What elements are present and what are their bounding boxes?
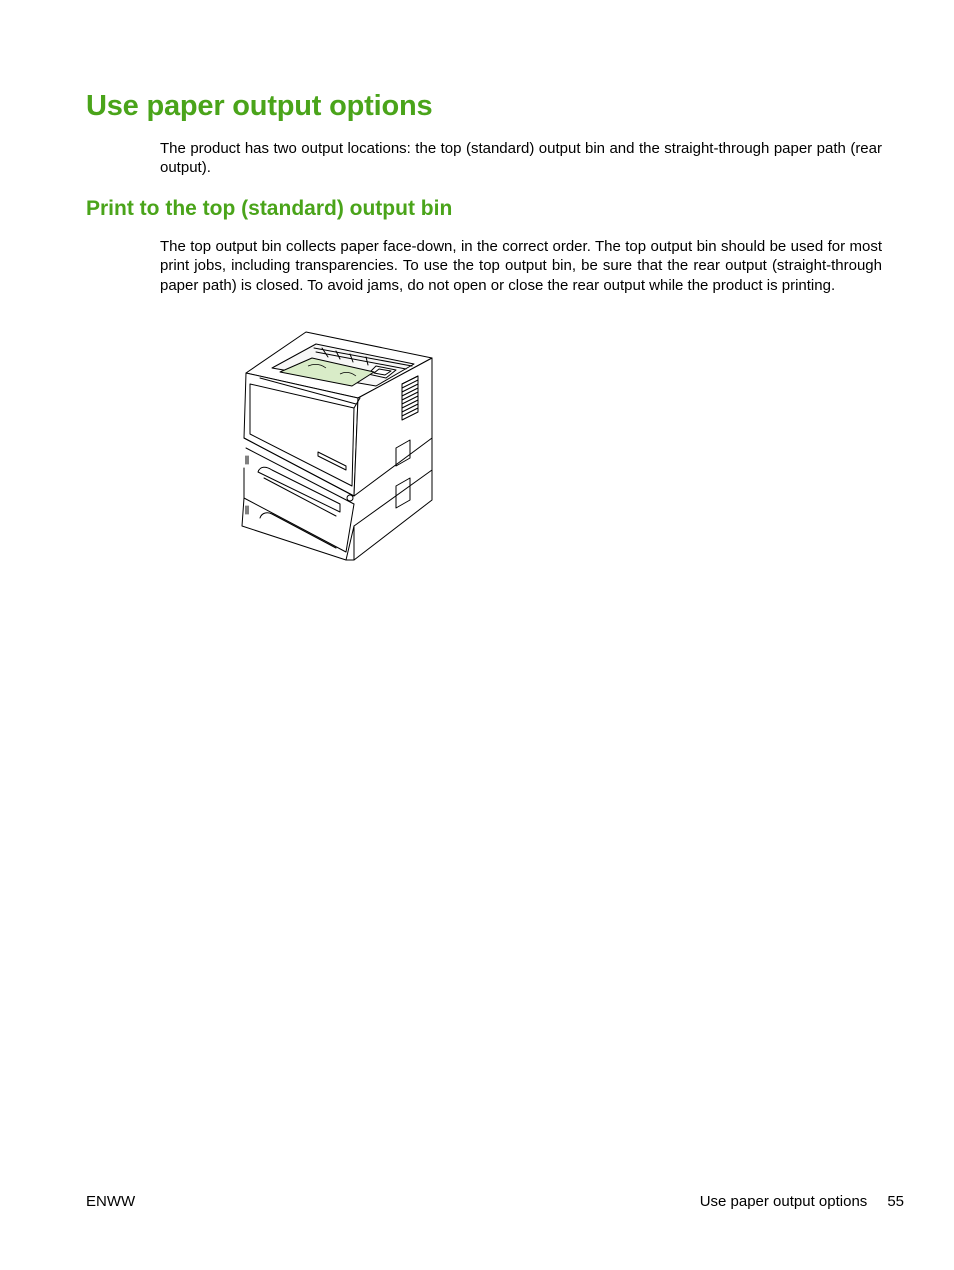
section-heading: Print to the top (standard) output bin xyxy=(86,197,453,220)
printer-illustration xyxy=(236,328,436,562)
footer-section-title: Use paper output options xyxy=(699,1193,868,1210)
page-title: Use paper output options xyxy=(86,90,433,122)
section-paragraph: The top output bin collects paper face-down, in the correct order. The top output bin should be used for most print jobs, including transparencies. To use the top output bin, be sure that the rear output (straight-through paper path) is closed. To avoid jams, do not open or close the rear output while the product is printing. xyxy=(160,238,882,294)
footer-right xyxy=(700,1193,904,1210)
intro-paragraph: The product has two output locations: the top (standard) output bin and the straight-through paper path (rear output). xyxy=(160,140,882,177)
footer-left: ENWW xyxy=(86,1193,136,1210)
page-number: 55 xyxy=(887,1193,904,1210)
